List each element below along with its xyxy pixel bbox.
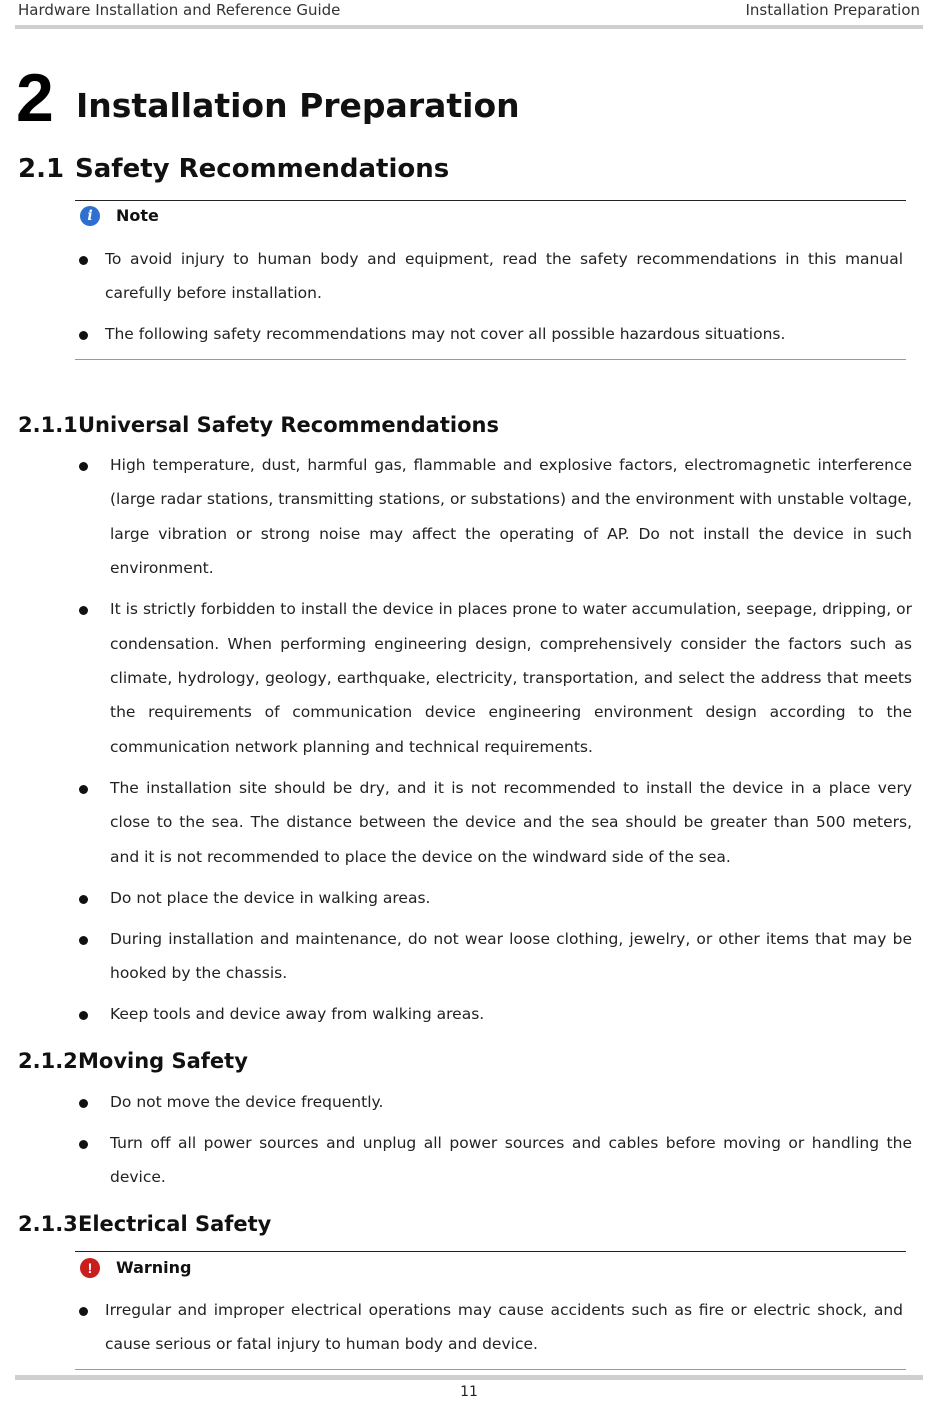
running-header-title: Hardware Installation and Reference Guide [18, 1, 341, 19]
universal-safety-list [110, 448, 912, 1031]
list-item-text: The installation site should be dry, and it is not recommended to install the device in a place very close to the sea. The distance between the device and the sea should be greater than 500 meters, and it is not recommended to place the device on the windward side of the sea. [110, 778, 912, 866]
subsection-number: 2.1.2 [18, 1049, 78, 1073]
note-top-rule [75, 200, 906, 201]
subsection-number: 2.1.1 [18, 413, 78, 437]
list-item [110, 1126, 912, 1195]
header-divider [15, 25, 923, 29]
subsection-title: Universal Safety Recommendations [78, 413, 499, 437]
bullet-icon [79, 1099, 88, 1108]
list-item-text: Turn off all power sources and unplug all power sources and cables before moving or handling the device. [110, 1134, 912, 1187]
section-heading [18, 154, 449, 184]
list-item [105, 317, 903, 351]
list-item-text: During installation and maintenance, do not wear loose clothing, jewelry, or other items that may be hooked by the chassis. [110, 929, 912, 983]
running-header-section: Installation Preparation [745, 1, 920, 19]
list-item-text: The following safety recommendations may not cover all possible hazardous situations. [105, 325, 786, 344]
list-item [110, 1085, 912, 1119]
list-item [110, 881, 912, 915]
section-number: 2.1 [18, 154, 65, 184]
warning-icon: ! [80, 1258, 100, 1278]
list-item-text: Keep tools and device away from walking areas. [110, 1005, 485, 1024]
bullet-icon [79, 895, 88, 904]
section-title: Safety Recommendations [75, 154, 450, 184]
subsection-number: 2.1.3 [18, 1212, 78, 1236]
subsection-title: Moving Safety [78, 1049, 248, 1073]
list-item [110, 997, 912, 1031]
footer-divider [15, 1375, 923, 1380]
bullet-icon [79, 606, 88, 615]
list-item [110, 771, 912, 874]
bullet-icon [79, 1140, 88, 1149]
list-item [110, 592, 912, 764]
note-label: Note [116, 206, 159, 225]
subsection-title: Electrical Safety [78, 1212, 272, 1236]
subsection-heading-universal [18, 413, 499, 437]
warning-label: Warning [116, 1258, 192, 1277]
bullet-icon [79, 462, 88, 471]
list-item-text: Do not place the device in walking areas. [110, 888, 431, 907]
list-item-text: To avoid injury to human body and equipment, read the safety recommendations in this manual carefully before installation. [105, 250, 903, 303]
warning-bottom-rule [75, 1369, 906, 1370]
bullet-icon [79, 331, 88, 340]
subsection-heading-moving [18, 1049, 248, 1073]
warning-list [105, 1293, 903, 1362]
subsection-heading-electrical [18, 1212, 271, 1236]
info-icon: i [80, 206, 100, 226]
chapter-title: Installation Preparation [76, 86, 520, 125]
list-item-text: Irregular and improper electrical operations may cause accidents such as fire or electric shock, and cause serious or fatal injury to human body and device. [105, 1301, 903, 1354]
bullet-icon [79, 1011, 88, 1020]
list-item-text: High temperature, dust, harmful gas, flammable and explosive factors, electromagnetic interference (large radar stations, transmitting stations, or substations) and the environment with unstable voltage, large vibration or strong noise may affect the operating of AP. Do not install the device in such environment. [110, 456, 912, 578]
bullet-icon [79, 936, 88, 945]
list-item [105, 1293, 903, 1362]
list-item-text: Do not move the device frequently. [110, 1093, 384, 1111]
bullet-icon [79, 1307, 88, 1316]
moving-safety-list [110, 1085, 912, 1195]
warning-top-rule [75, 1251, 906, 1252]
list-item [105, 242, 903, 311]
bullet-icon [79, 785, 88, 794]
list-item-text: It is strictly forbidden to install the device in places prone to water accumulation, seepage, dripping, or condensation. When performing engineering design, comprehensively consider the factors such as climate, hydrology, geology, earthquake, electricity, transportation, and select the address that meets the requirements of communication device engineering environment design according to the communication network planning and technical requirements. [110, 600, 912, 756]
page-number: 11 [460, 1384, 478, 1400]
list-item [110, 448, 912, 586]
note-bottom-rule [75, 359, 906, 360]
bullet-icon [79, 256, 88, 265]
chapter-number: 2 [16, 60, 54, 136]
note-list [105, 242, 903, 352]
list-item [110, 922, 912, 991]
